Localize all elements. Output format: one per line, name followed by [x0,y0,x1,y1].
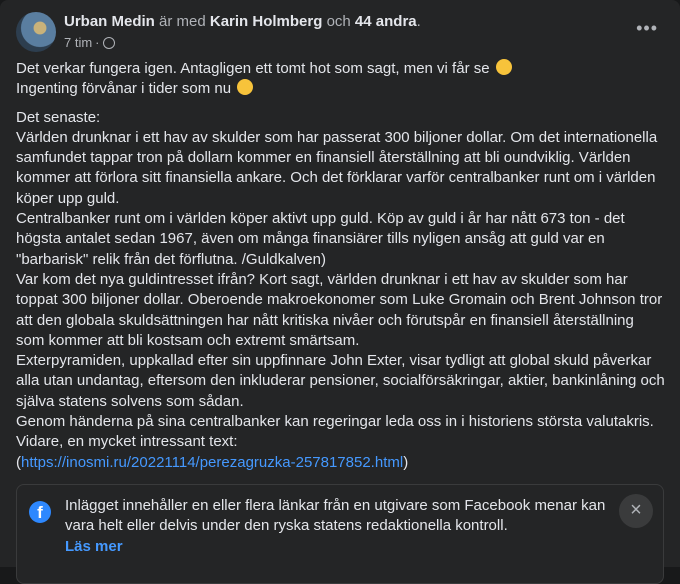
avatar[interactable] [16,12,56,52]
post-header [16,12,421,52]
and-text: och [326,13,351,30]
paragraph: Det senaste: [16,108,101,126]
globe-icon [103,37,115,49]
read-more-link[interactable]: Läs mer [65,537,123,555]
smiling-emoji-icon [237,79,253,95]
paragraph: Världen drunknar i ett hav av skulder som har passerat 300 biljoner dollar. Om det internationella samfundet tappar tron på dollarn kommer en finansiell återställning att bli oundviklig. Världen kommer att förlora sitt finansiella ankare. Och det förklarar varför centralbanker runt om i världen köper upp guld. [16,128,658,207]
paren: ( [16,453,21,471]
article-link[interactable]: https://inosmi.ru/20221114/perezagruzka-257817852.html [21,453,404,471]
post-meta [64,34,421,52]
author-name[interactable]: Urban Medin [64,13,155,30]
intro-line-1: Det verkar fungera igen. Antagligen ett tomt hot som sagt, men vi får se [16,60,490,77]
author-line [64,12,421,32]
paren: ) [403,453,409,471]
paragraph: Exterpyramiden, uppkallad efter sin uppfinnare John Exter, visar tydligt att global skuld påverkar alla utan undantag, eftersom den inkluderar pensioner, socialförsäkringar, aktier, bankinlåning och själva statens solvens som sådan. [16,352,665,410]
more-options-button[interactable]: ••• [636,18,658,38]
post-body [16,59,666,473]
winking-emoji-icon [496,59,512,75]
post-text [16,108,666,473]
notice-text: Inlägget innehåller en eller flera länkar från en utgivare som Facebook menar kan vara helt eller delvis under den ryska statens redaktionella kontroll. [65,497,606,535]
paragraph: Genom händerna på sina centralbanker kan regeringar leda oss in i historiens största valutakris. [16,413,654,431]
tagged-name[interactable]: Karin Holmberg [209,13,323,30]
link-line [16,453,666,473]
paragraph: Var kom det nya guldintresset ifrån? Kort sagt, världen drunknar i ett hav av skulder som har toppat 300 biljoner dollar. Oberoende makroekonomer som Luke Gromain och Brent Johnson tror att den globala skuldsättningen har nått kritiska nivåer och förutspår en finansiell återställning som kommer att bli kostsam och extremt smärtsam. [16,270,663,349]
intro [16,59,666,100]
state-media-notice [16,484,664,584]
separator: · [95,35,100,50]
paragraph: Centralbanker runt om i världen köper aktivt upp guld. Köp av guld i år har nått 673 ton - det högsta antalet sedan 1967, även om många finansiärer tills nyligen ansåg att guld var en "barbarisk" relik från det förflutna. /Guldkalven) [16,210,625,268]
with-text: är med [159,13,206,30]
paragraph: Vidare, en mycket intressant text: [16,433,238,451]
timestamp[interactable]: 7 tim [64,35,93,50]
close-icon[interactable]: × [619,494,653,528]
intro-line-2: Ingenting förvånar i tider som nu [16,80,232,98]
others-link[interactable]: 44 andra [354,13,417,30]
period: . [416,13,421,30]
facebook-icon: f [29,501,51,523]
